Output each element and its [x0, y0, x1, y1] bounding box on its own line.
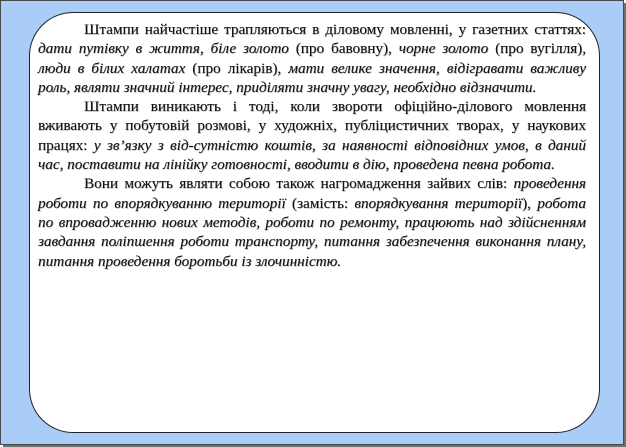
paragraph-2 [38, 97, 586, 174]
paragraph-1 [38, 20, 586, 97]
paragraph-3-example: робота по впровадженню нових методів, роботи по ремонту, працюють над здійсненням завдання поліпшення роботи транспорту, питання забезпечення виконання плану, питання проведення боротьби із злочинністю. [38, 194, 586, 270]
paragraph-1-text: (про вугілля), [488, 40, 586, 58]
paragraph-3-text: ), [522, 194, 538, 212]
paragraph-2-example: у зв’язку з від-сутністю коштів, за наявності відповідних умов, в даний час, поставити на лінійку готовності, вводити в дію, проведена певна робота. [38, 136, 586, 174]
paragraph-1-text: Штампи найчастіше трапляються в діловому мовленні, у газетних статтях: [84, 21, 586, 38]
paragraph-1-example: мати велике значення, відігравати важливу роль, являти значний інтерес, приділяти значну увагу, необхідно відзначити. [38, 59, 587, 96]
paragraph-1-example: люди в білих халатах [38, 59, 186, 77]
paragraph-3 [38, 174, 586, 270]
paragraph-3-text: (замість: [285, 194, 355, 212]
paragraph-3-example: проведення роботи по впорядкуванню території [38, 175, 586, 212]
text-body [38, 20, 586, 271]
paragraph-1-example: чорне золото [398, 40, 489, 58]
paragraph-2-text: Штампи виникають і тоді, коли звороти офіційно-ділового мовлення вживають у побутовій розмові, у художніх, публіцистичних творах, у наукових працях: [38, 98, 586, 154]
paragraph-3-text: Вони можуть являти собою також нагромадження зайвих слів: [84, 175, 514, 193]
paragraph-1-example: дати путівку в життя, біле золото [38, 40, 289, 58]
paragraph-1-text: (про лікарів), [185, 59, 289, 77]
paragraph-3-example: впорядкування території [354, 194, 523, 212]
paragraph-1-text: (про бавовну), [288, 40, 399, 58]
